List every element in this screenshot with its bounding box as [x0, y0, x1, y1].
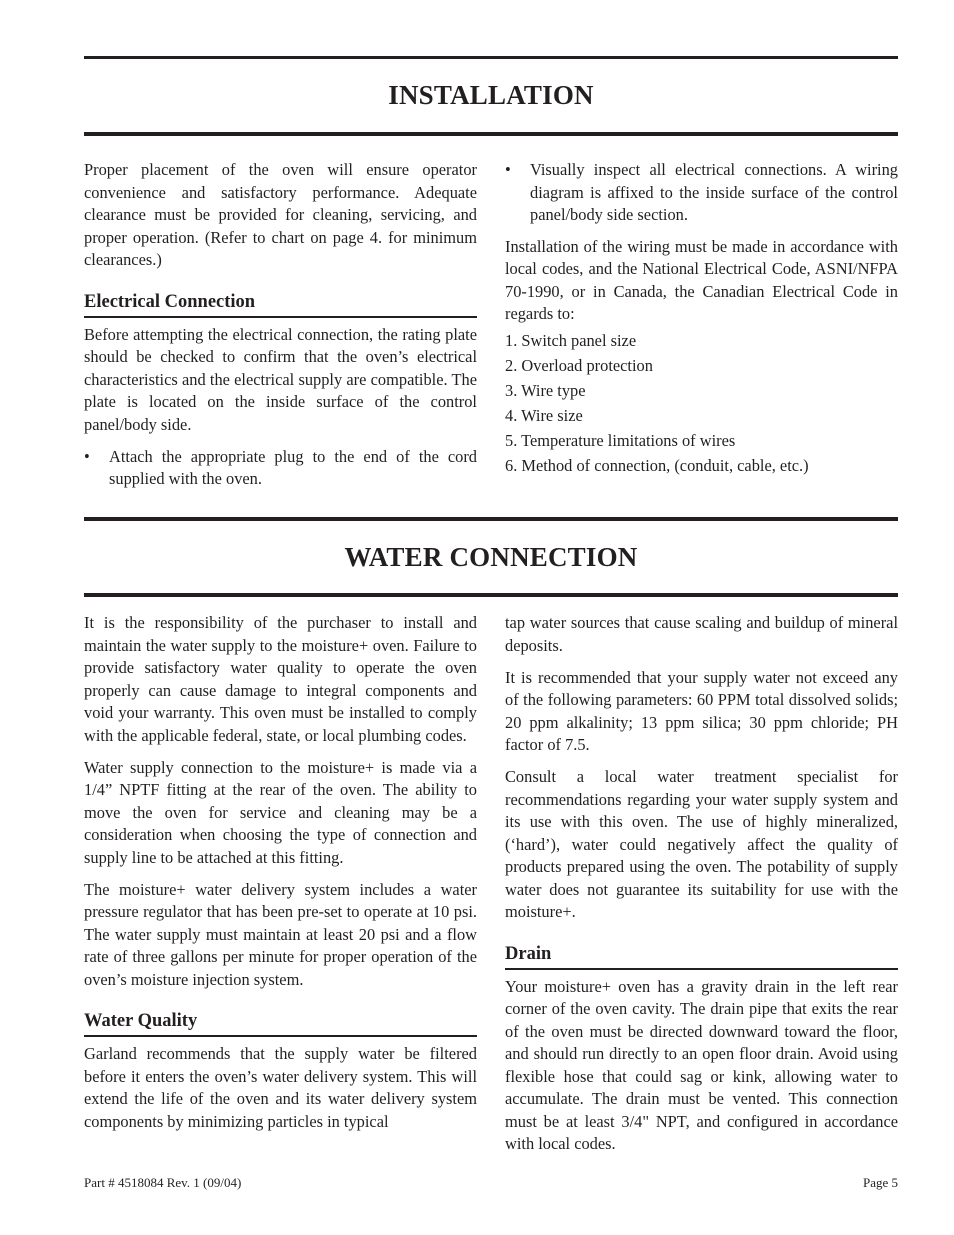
- electrical-connection-heading: Electrical Connection: [84, 290, 477, 318]
- water-left-column: [84, 612, 477, 1143]
- installation-right-column: [505, 159, 898, 478]
- bullet-marker: •: [505, 160, 511, 179]
- water-connection-title: WATER CONNECTION: [344, 542, 638, 572]
- bullet-text: Visually inspect all electrical connections. A wiring diagram is affixed to the inside surface of the control panel/body side section.: [530, 160, 898, 224]
- bullet-marker: •: [84, 446, 90, 466]
- section-rule-bottom: [84, 132, 898, 136]
- bullet-item: [84, 446, 477, 491]
- codes-intro: Installation of the wiring must be made in accordance with local codes, and the National Electrical Code, ASNI/NFPA 70-1990, or in Canada, the Canadian Electrical Code in regards to:: [505, 236, 898, 323]
- list-item: 6. Method of connection, (conduit, cable, etc.): [505, 456, 809, 475]
- water-parameters: It is recommended that your supply water not exceed any of the following parameters: 60 PPM total dissolved solids; 20 ppm alkalinity; 13 ppm silica; 30 ppm chloride; PH factor of 7.5.: [505, 667, 898, 754]
- list-item: 2. Overload protection: [505, 356, 653, 375]
- drain-heading: Drain: [505, 942, 898, 970]
- part-number: Part # 4518084 Rev. 1 (09/04): [84, 1175, 242, 1190]
- installation-left-column: [84, 159, 477, 500]
- installation-title: INSTALLATION: [388, 80, 594, 110]
- water-quality-body: Garland recommends that the supply water be filtered before it enters the oven’s water delivery system. This will extend the life of the oven and its water delivery system components by minimizing particles in typical: [84, 1044, 477, 1131]
- water-quality-continued: tap water sources that cause scaling and buildup of mineral deposits.: [505, 613, 898, 655]
- water-right-column: [505, 612, 898, 1165]
- bullet-text: Attach the appropriate plug to the end of the cord supplied with the oven.: [109, 446, 477, 488]
- bullet-item: [505, 159, 898, 227]
- water-consult: Consult a local water treatment specialist for recommendations regarding your water supply system and its use with this oven. The use of highly mineralized, (‘hard’), water could negatively affect the quality of products prepared using the oven. The potability of supply water does not guarantee its suitability for use with the moisture+.: [505, 767, 898, 921]
- list-item: 1. Switch panel size: [505, 331, 637, 350]
- water-quality-heading: Water Quality: [84, 1009, 477, 1037]
- list-item: 3. Wire type: [505, 381, 586, 400]
- section-rule-bottom: [84, 593, 898, 597]
- section-rule-top: [84, 517, 898, 521]
- water-paragraph: It is the responsibility of the purchaser to install and maintain the water supply to the moisture+ oven. Failure to provide satisfactory water quality to operate the oven properly can cause damage to integral components and void your warranty. This oven must be installed to comply with the applicable federal, state, or local plumbing codes.: [84, 613, 477, 745]
- page-number: Page 5: [862, 1175, 898, 1190]
- code-requirements-list: [505, 328, 898, 478]
- drain-body: Your moisture+ oven has a gravity drain in the left rear corner of the oven cavity. The drain pipe that exits the rear of the oven must be directed downward toward the floor, and should run directly to an open floor drain. Avoid using flexible hose that could sag or kink, allowing water to accumulate. The drain must be vented. This connection must be at least 3/4" NPT, and configured in accordance with local codes.: [505, 976, 898, 1153]
- water-paragraph: The moisture+ water delivery system includes a water pressure regulator that has been pre-set to operate at 10 psi. The water supply must maintain at least 20 psi and a flow rate of three gallons per minute for proper operation of the oven’s moisture injection system.: [84, 879, 477, 989]
- list-item: 5. Temperature limitations of wires: [505, 431, 736, 450]
- list-item: 4. Wire size: [505, 406, 583, 425]
- section-rule-top: [84, 56, 898, 59]
- water-paragraph: Water supply connection to the moisture+ is made via a 1/4” NPTF fitting at the rear of the oven. The ability to move the oven for service and cleaning may be a consideration when choosing the type of connection and supply line to be attached at this fitting.: [84, 757, 477, 867]
- electrical-connection-body: Before attempting the electrical connection, the rating plate should be checked to confirm that the oven’s electrical characteristics and the electrical supply are compatible. The plate is located on the inside surface of the control panel/body side.: [84, 324, 477, 434]
- installation-intro: Proper placement of the oven will ensure operator convenience and satisfactory performance. Adequate clearance must be provided for cleaning, servicing, and proper operation. (Refer to chart on page 4. for minimum clearances.): [84, 160, 477, 269]
